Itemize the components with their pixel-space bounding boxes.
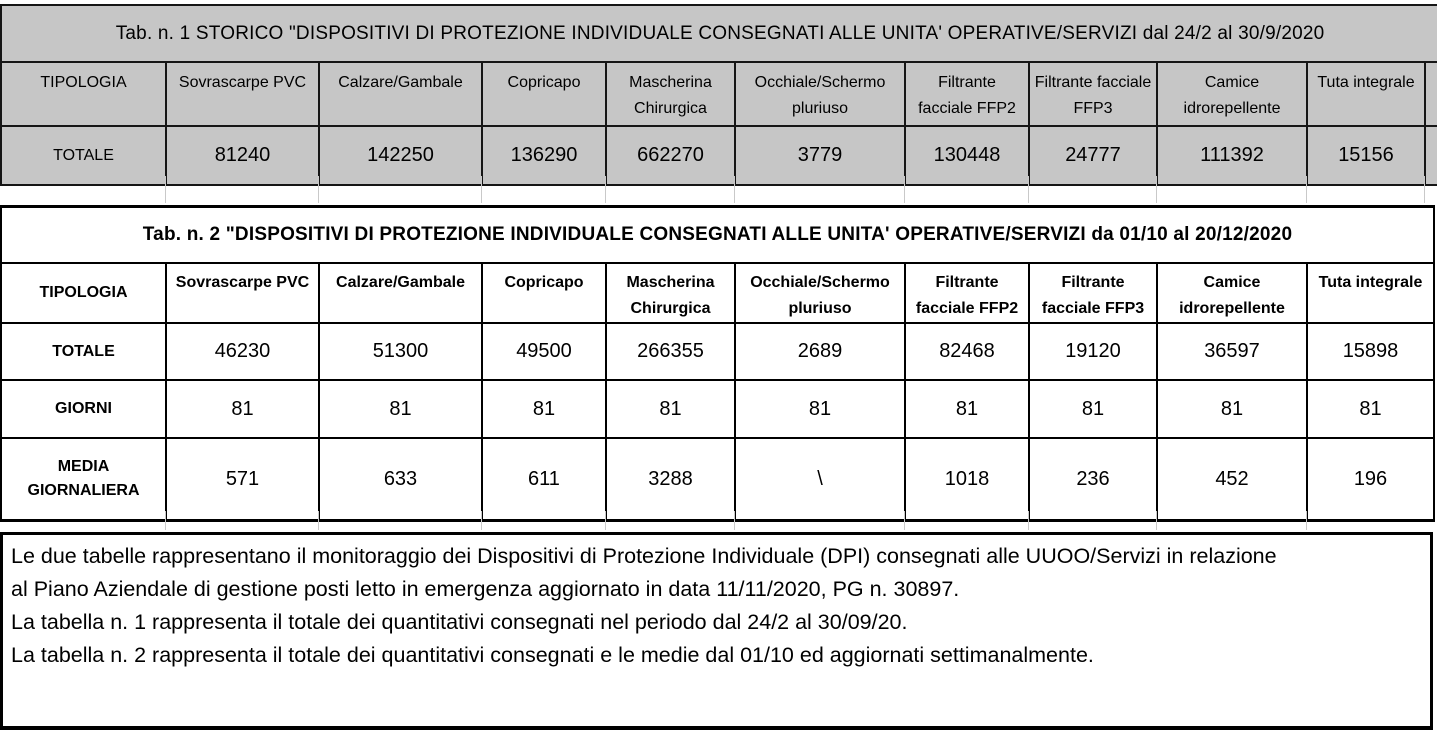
- table2-row-totale: [1, 323, 1434, 380]
- table1-value: 81240: [166, 126, 319, 185]
- table2-col-camice: Camice idrorepellente: [1157, 263, 1307, 323]
- gridline: [481, 511, 482, 530]
- table2-col-tuta: Tuta integrale: [1307, 263, 1434, 323]
- table1-value: 662270: [606, 126, 735, 185]
- table2-corner-tipologia: TIPOLOGIA: [1, 263, 166, 323]
- table2-value: 1018: [905, 438, 1029, 521]
- table1-filler-cell: [1425, 62, 1437, 126]
- table2-value: 81: [319, 380, 482, 438]
- gridline: [1306, 511, 1307, 530]
- table2-value: 19120: [1029, 323, 1157, 380]
- table1-col-copricapo: Copricapo: [482, 62, 606, 126]
- table1-title: Tab. n. 1 STORICO "DISPOSITIVI DI PROTEZIONE INDIVIDUALE CONSEGNATI ALLE UNITA' OPERATIVE/SERVIZI dal 24/2 al 30/9/2020: [1, 5, 1437, 62]
- table2-value: 236: [1029, 438, 1157, 521]
- table1-col-ffp2: Filtrante facciale FFP2: [905, 62, 1029, 126]
- gridline: [165, 511, 166, 530]
- gridline: [734, 176, 735, 203]
- table1-row-totale: [1, 126, 1437, 185]
- table2-value: 82468: [905, 323, 1029, 380]
- gridline: [1028, 511, 1029, 530]
- notes-line: La tabella n. 1 rappresenta il totale dei quantitativi consegnati nel periodo dal 24/2 al 30/09/20.: [11, 610, 908, 634]
- gridline: [1306, 176, 1307, 203]
- table1-value: 3779: [735, 126, 905, 185]
- table2-value: 36597: [1157, 323, 1307, 380]
- gridline: [904, 176, 905, 203]
- table1-value: 142250: [319, 126, 482, 185]
- table1-col-mascherina: Mascherina Chirurgica: [606, 62, 735, 126]
- gridline: [318, 176, 319, 203]
- table2-label-text: GIORNI: [55, 400, 112, 417]
- table2-col-ffp3: Filtrante facciale FFP3: [1029, 263, 1157, 323]
- table2-col-sovrascarpe: Sovrascarpe PVC: [166, 263, 319, 323]
- table1-value: 24777: [1029, 126, 1157, 185]
- table2-col-copricapo: Copricapo: [482, 263, 606, 323]
- gridline: [605, 176, 606, 203]
- table2-value: 51300: [319, 323, 482, 380]
- table2-label-text: MEDIA GIORNALIERA: [27, 458, 140, 499]
- table2-value: 3288: [606, 438, 735, 521]
- table2-label-totale: [1, 323, 166, 380]
- gridline: [605, 511, 606, 530]
- table2-value: 266355: [606, 323, 735, 380]
- table2-aggiornamento: [0, 205, 1435, 522]
- table2-value: 81: [1029, 380, 1157, 438]
- gridline: [904, 511, 905, 530]
- table1-col-calzare: Calzare/Gambale: [319, 62, 482, 126]
- table1-corner-tipologia: TIPOLOGIA: [1, 62, 166, 126]
- gridline: [1028, 176, 1029, 203]
- table2-row-giorni: [1, 380, 1434, 438]
- table2-title: Tab. n. 2 "DISPOSITIVI DI PROTEZIONE INDIVIDUALE CONSEGNATI ALLE UNITA' OPERATIVE/SERVIZI da 01/10 al 20/12/2020: [1, 207, 1434, 264]
- table2-value: 81: [482, 380, 606, 438]
- table2-value: 15898: [1307, 323, 1434, 380]
- table1-title-row: [1, 5, 1437, 62]
- table1-header-row: [1, 62, 1437, 126]
- table2-col-calzare: Calzare/Gambale: [319, 263, 482, 323]
- table2-header-row: [1, 263, 1434, 323]
- table2-col-occhiale: Occhiale/Schermo pluriuso: [735, 263, 905, 323]
- table2-value: 81: [166, 380, 319, 438]
- table2-value: 81: [1157, 380, 1307, 438]
- table1-col-occhiale: Occhiale/Schermo pluriuso: [735, 62, 905, 126]
- table1-col-tuta: Tuta integrale: [1307, 62, 1425, 126]
- table2-value: 81: [1307, 380, 1434, 438]
- gridline: [1156, 511, 1157, 530]
- table2-value: 611: [482, 438, 606, 521]
- table1-col-sovrascarpe: Sovrascarpe PVC: [166, 62, 319, 126]
- table2-value: 196: [1307, 438, 1434, 521]
- table2-title-row: [1, 207, 1434, 264]
- table2-value: 452: [1157, 438, 1307, 521]
- table2-label-text: TOTALE: [52, 342, 115, 360]
- table1-col-camice: Camice idrorepellente: [1157, 62, 1307, 126]
- gridline: [734, 511, 735, 530]
- notes-line: Le due tabelle rappresentano il monitoraggio dei Dispositivi di Protezione Individuale (DPI) consegnati alle UUOO/Servizi in relazione: [11, 544, 1277, 568]
- table2-label-media: [1, 438, 166, 521]
- gridline: [318, 511, 319, 530]
- notes-box: [0, 532, 1433, 730]
- table1-value: 111392: [1157, 126, 1307, 185]
- table2-value: 81: [905, 380, 1029, 438]
- table2-label-giorni: [1, 380, 166, 438]
- table2-value: 46230: [166, 323, 319, 380]
- table1-value: 136290: [482, 126, 606, 185]
- table2-col-ffp2: Filtrante facciale FFP2: [905, 263, 1029, 323]
- table1-filler-cell: [1425, 126, 1437, 185]
- gridline: [481, 176, 482, 203]
- table1-label-totale: TOTALE: [1, 126, 166, 185]
- table2-value: 81: [735, 380, 905, 438]
- table2-value: 49500: [482, 323, 606, 380]
- table2-row-media-giornaliera: [1, 438, 1434, 521]
- table2-value: 633: [319, 438, 482, 521]
- notes-line: al Piano Aziendale di gestione posti letto in emergenza aggiornato in data 11/11/2020, PG n. 30897.: [11, 577, 960, 601]
- gridline: [1156, 176, 1157, 203]
- table2-col-mascherina: Mascherina Chirurgica: [606, 263, 735, 323]
- notes-line: La tabella n. 2 rappresenta il totale dei quantitativi consegnati e le medie dal 01/10 ed aggiornati settimanalmente.: [11, 643, 1094, 667]
- gridline: [165, 176, 166, 203]
- table2-value: 81: [606, 380, 735, 438]
- table2-value: 2689: [735, 323, 905, 380]
- table1-value: 15156: [1307, 126, 1425, 185]
- table1-storico: [0, 4, 1437, 186]
- table1-col-ffp3: Filtrante facciale FFP3: [1029, 62, 1157, 126]
- table2-value: 571: [166, 438, 319, 521]
- table2-value: \: [735, 438, 905, 521]
- gridline: [1424, 176, 1425, 203]
- table1-value: 130448: [905, 126, 1029, 185]
